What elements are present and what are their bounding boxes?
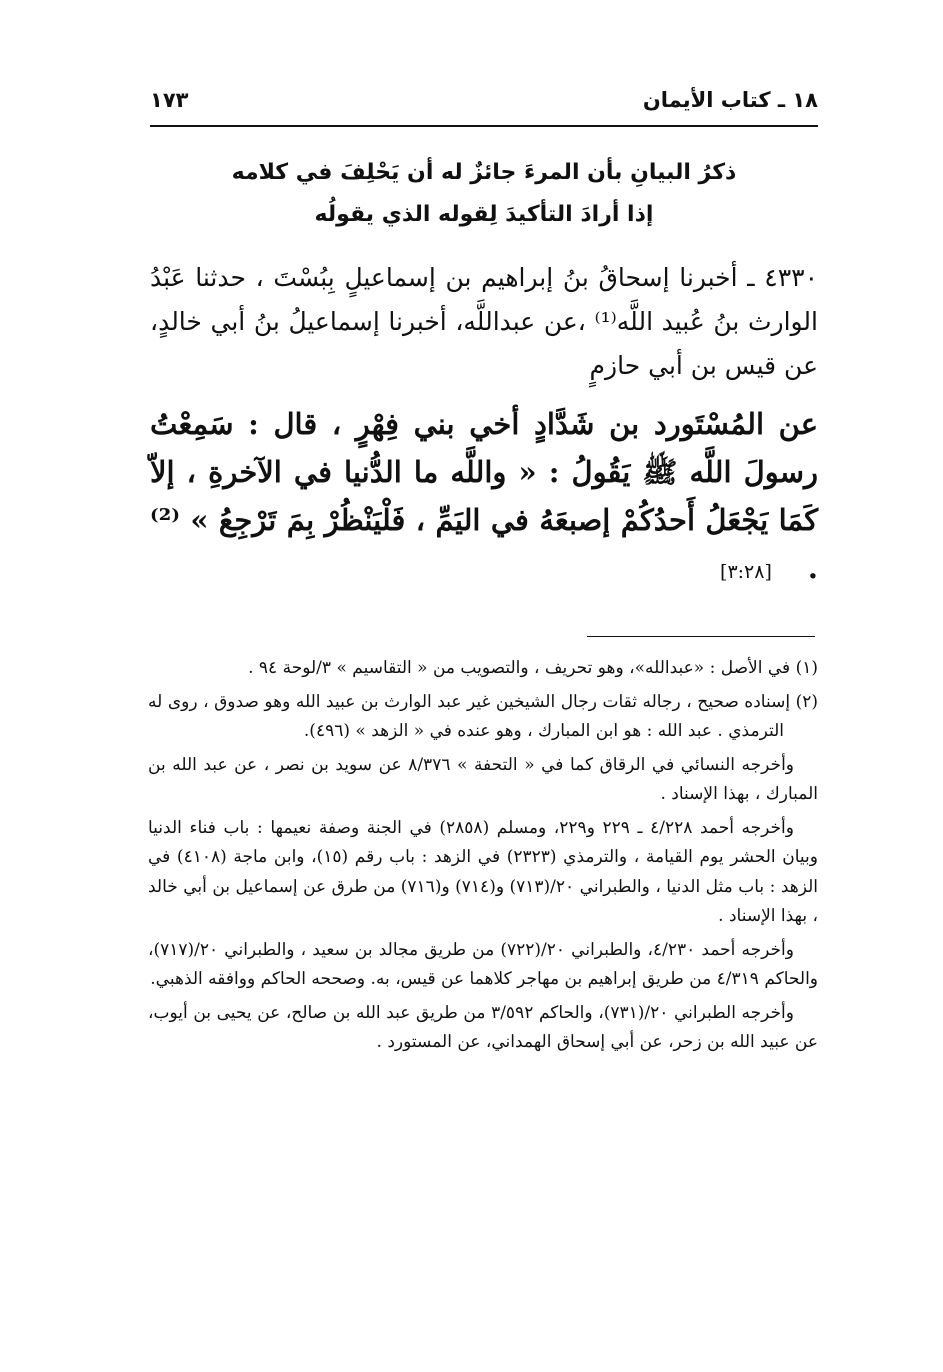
footnote-2-paragraph: وأخرجه الطبراني ٢٠/(٧٣١)، والحاكم ٣/٥٩٢ من طريق عبد الله بن صالح، عن يحيى بن أيوب، عن عبيد الله بن زحر، عن أبي إسحاق الهمداني، عن المستورد . <box>148 1002 818 1052</box>
hadith-isnad: ٤٣٣٠ ـ أخبرنا إسحاقُ بنُ إبراهيم بن إسماعيلٍ بِبُسْتَ ، حدثنا عَبْدُ الوارث بنُ عُبيد اللَّه⁽¹⁾ ،عن عبداللَّه، أخبرنا إسماعيلُ بنُ أبي خالدٍ، عن قيس بن أبي حازمٍ <box>150 263 818 380</box>
footnotes <box>148 654 818 1062</box>
section-heading-line-2: إذا أرادَ التأكيدَ لِقوله الذي يقولُه <box>314 202 654 227</box>
footnote-2-paragraph: وأخرجه أحمد ٤/٢٢٨ ـ ٢٢٩ و٢٢٩، ومسلم (٢٨٥٨) في الجنة وصفة نعيمها : باب فناء الدنيا وبيان الحشر يوم القيامة ، والترمذي (٢٣٢٣) في الزهد : باب رقم (١٥)، وابن ماجة (٤١٠٨) في الزهد : باب مثل الدنيا ، والطبراني ٢٠/(٧١٣) و(٧١٤) و(٧١٦) من طرق عن إسماعيل بن أبي خالد ، بهذا الإسناد . <box>148 817 818 926</box>
header-divider <box>150 125 818 127</box>
footnote-1: (١) في الأصل : «عبدالله»، وهو تحريف ، والتصويب من « التقاسيم » ٣/لوحة ٩٤ . <box>248 658 818 678</box>
footnote-divider <box>587 636 815 637</box>
footnote-2-paragraph: وأخرجه أحمد ٤/٢٣٠، والطبراني ٢٠/(٧٢٢) من طريق مجالد بن سعيد ، والطبراني ٢٠/(٧١٧)، والحاكم ٤/٣١٩ من طريق إبراهيم بن مهاجر كلاهما عن قيس، به. وصححه الحاكم ووافقه الذهبي. <box>148 939 818 989</box>
page-number: ١٧٣ <box>150 88 189 112</box>
hadith-reference: [٣:٢٨] <box>720 561 772 583</box>
hadith-matn-text: عن المُسْتَورد بن شَدَّادٍ أخي بني فِهْرٍ ، قال : سَمِعْتُ رسولَ اللَّه ﷺ يَقُولُ : « واللَّه ما الدُّنيا في الآخرةِ ، إلاّ كَمَا يَجْعَلُ أَحدُكُمْ إصبعَهُ في اليَمِّ ، فَلْيَنْظُرْ بِمَ تَرْجِعُ » ⁽²⁾ . <box>150 407 818 585</box>
section-heading <box>150 152 818 236</box>
hadith-matn <box>150 400 818 596</box>
footnote-2: (٢) إسناده صحيح ، رجاله ثقات رجال الشيخين غير عبد الوارث بن عبيد الله وهو صدوق ، روى له الترمذي . عبد الله : هو ابن المبارك ، وهو عنده في « الزهد » (٤٩٦). <box>148 691 818 741</box>
running-head <box>150 88 818 122</box>
section-heading-line-1: ذكرُ البيانِ بأن المرءَ جائزٌ له أن يَحْلِفَ في كلامه <box>231 160 737 185</box>
footnote-2-paragraph: وأخرجه النسائي في الرقاق كما في « التحفة » ٨/٣٧٦ عن سويد بن نصر ، عن عبد الله بن المبارك ، بهذا الإسناد . <box>148 754 818 804</box>
chapter-title: ١٨ ـ كتاب الأيمان <box>642 88 818 112</box>
